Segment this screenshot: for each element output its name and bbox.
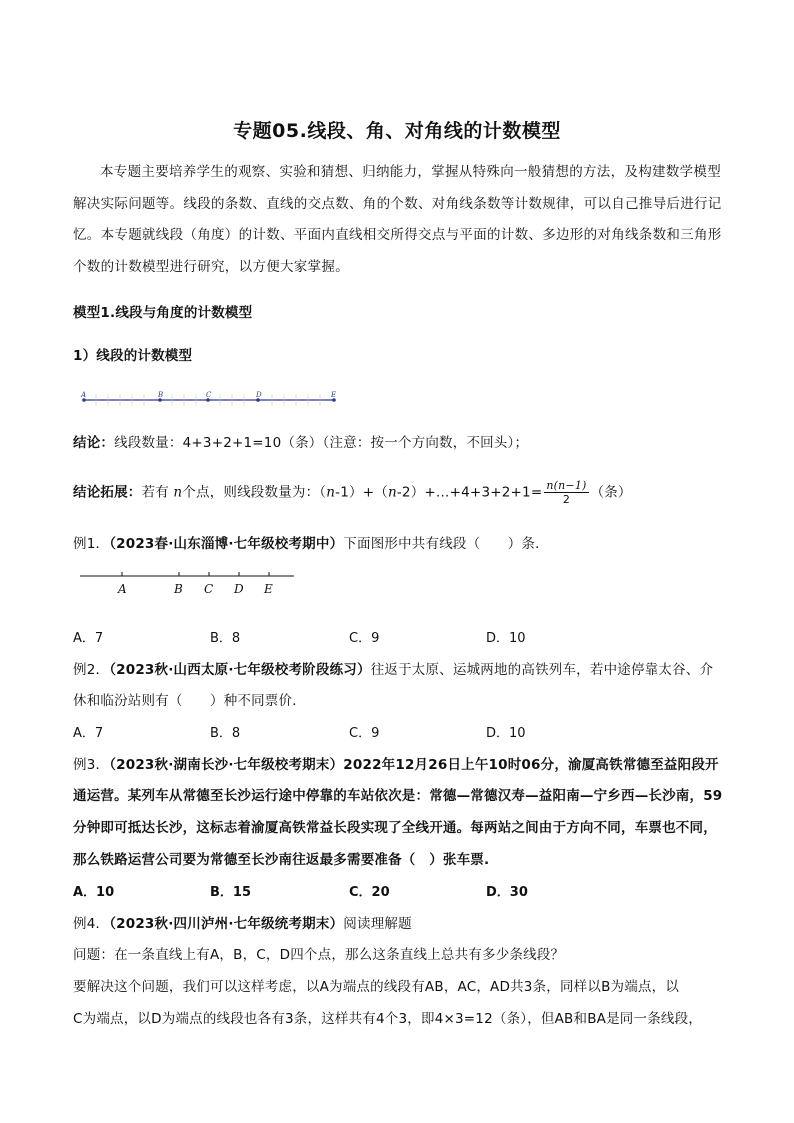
option-c[interactable]: C．9 <box>349 726 380 741</box>
option-d[interactable]: D．30 <box>486 885 528 900</box>
option-b[interactable]: B．15 <box>210 885 251 900</box>
segment-figure-1 <box>76 388 346 412</box>
option-c[interactable]: C．9 <box>349 631 380 646</box>
conclusion-label: 结论： <box>73 435 115 451</box>
label-b: B <box>174 582 183 596</box>
model1-heading: 模型1.线段与角度的计数模型 <box>73 305 253 321</box>
option-a[interactable]: A．7 <box>73 726 104 741</box>
option-c[interactable]: C．20 <box>349 885 390 900</box>
example-4-source: （2023秋·四川泸州·七年级统考期末） <box>109 916 344 932</box>
label-b: B <box>158 391 164 399</box>
example-3-line4: 那么铁路运营公司要为常德至长沙南往返最多需要准备（ ）张车票. <box>73 852 490 868</box>
option-d[interactable]: D．10 <box>486 726 526 741</box>
example-1-source: （2023春·山东淄博·七年级校考期中） <box>109 536 344 552</box>
label-d: D <box>234 582 244 596</box>
label-c: C <box>204 582 214 596</box>
example-4-question: 例4．（2023秋·四川泸州·七年级统考期末）阅读理解题 <box>73 916 412 932</box>
example-3-source: （2023秋·湖南长沙·七年级校考期末） <box>109 757 344 773</box>
intro-paragraph: 本专题主要培养学生的观察、实验和猜想、归纳能力，掌握从特殊向一般猜想的方法，及构建数学模型解决实际问题等。线段的条数、直线的交点数、角的个数、对角线条数等计数规律，可以自己推导后进行记忆。本专题就线段（角度）的计数、平面内直线相交所得交点与平面的计数、多边形的对角线条数和三角形个数的计数模型进行研究，以方便大家掌握。 <box>73 164 722 275</box>
example-4-line3: C为端点，以D为端点的线段也各有3条，这样共有4个3，即4×3=12（条），但AB和BA是同一条线段， <box>73 1011 703 1027</box>
example-2-question: 例2．（2023秋·山西太原·七年级校考阶段练习）往返于太原、运城两地的高铁列车，若中途停靠太谷、介 <box>73 662 714 678</box>
extension-label: 结论拓展： <box>73 484 142 501</box>
option-d[interactable]: D．10 <box>486 631 526 646</box>
example-4-line2: 要解决这个问题，我们可以这样考虑，以A为端点的线段有AB，AC，AD共3条，同样以B为端点，以 <box>73 979 680 995</box>
example-3-question: 例3．（2023秋·湖南长沙·七年级校考期末）2022年12月26日上午10时06分，渝厦高铁常德至益阳段开 <box>73 757 719 773</box>
example-1-question: 例1．（2023春·山东淄博·七年级校考期中）下面图形中共有线段（ ）条． <box>73 536 549 552</box>
example-4-problem: 问题：在一条直线上有A，B，C，D四个点，那么这条直线上总共有多少条线段？ <box>73 947 565 963</box>
fraction-numerator: n(n−1) <box>546 479 587 492</box>
fraction-denominator: 2 <box>562 493 571 506</box>
option-b[interactable]: B．8 <box>210 631 241 646</box>
option-a[interactable]: A．10 <box>73 885 115 900</box>
label-c: C <box>206 391 212 399</box>
label-e: E <box>331 391 337 399</box>
option-a[interactable]: A．7 <box>73 631 104 646</box>
label-a: A <box>81 391 87 399</box>
conclusion-line <box>73 431 528 451</box>
example-2-question-cont: 休和临汾站则有（ ）种不同票价． <box>73 693 306 709</box>
example-3-line3: 分钟即可抵达长沙，这标志着渝厦高铁常益长段实现了全线开通。每两站之间由于方向不同，车票也不同， <box>73 820 717 836</box>
conclusion-text: 线段数量：4+3+2+1=10（条）（注意：按一个方向数，不回头）； <box>114 435 529 451</box>
subsection1-heading: 1）线段的计数模型 <box>73 348 193 364</box>
label-d: D <box>256 391 262 399</box>
example-3-line2: 通运营。某列车从常德至长沙运行途中停靠的车站依次是：常德—常德汉寿—益阳南—宁乡西—长沙南，59 <box>73 788 723 804</box>
formula-fraction <box>544 479 588 506</box>
page-title: 专题05.线段、角、对角线的计数模型 <box>233 120 561 142</box>
segment-figure-2 <box>78 568 298 598</box>
extension-line: 结论拓展：若有 n个点，则线段数量为：（n-1）+（n-2）+…+4+3+2+1= $\frac{n(n-1)}{2}$ （条） <box>73 479 632 506</box>
example-2-source: （2023秋·山西太原·七年级校考阶段练习） <box>109 662 371 678</box>
label-a: A <box>118 582 127 596</box>
option-b[interactable]: B．8 <box>210 726 241 741</box>
label-e: E <box>264 582 273 596</box>
